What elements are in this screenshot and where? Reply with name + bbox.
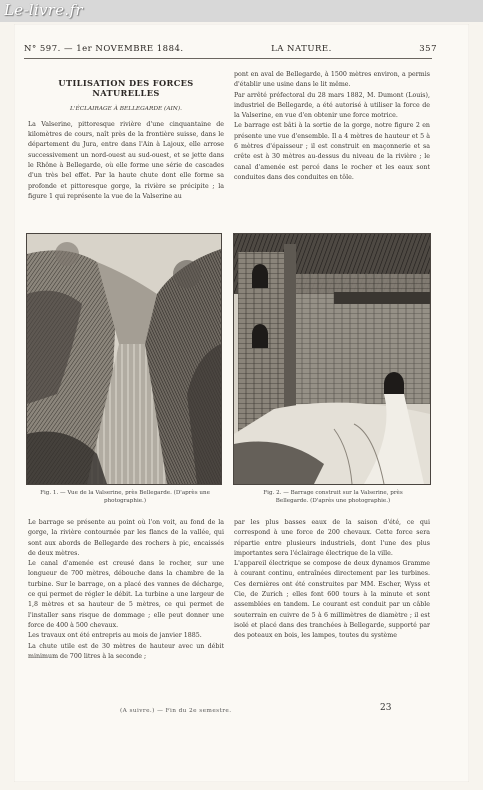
- paragraph: La Valserine, pittoresque rivière d'une cinquantaine de kilomètres de cours, naît près de la frontière suisse, dans le département du Jura, entre dans l'Ain à Lajoux, elle arrose successivement un nord-ouest au sud-ouest, et se jette dans le Rhône à Bellegarde, où elle forme une série de cascades d'un très bel effet. Par la haute chute dont elle forme sa profonde et pittoresque gorge, la rivière se précipite ; la figure 1 qui représente la vue de la Valserine au: [28, 120, 224, 200]
- footer-note: (A suivre.) — Fin du 2e semestre.: [120, 708, 232, 714]
- column-right-bottom: [234, 518, 430, 700]
- running-header: [24, 44, 437, 54]
- paragraph: La chute utile est de 30 mètres de hauteur avec un débit minimum de 700 litres à la seconde ;: [28, 642, 224, 660]
- paragraph: L'appareil électrique se compose de deux dynamos Gramme à courant continu, entraînées directement par les turbines. Ces dernières ont été construites par MM. Escher, Wyss et Cie, de Zurich ; elles font 600 tours à la minute et sont assemblées en tandem. Le courant est conduit par un câble souterrain en cuivre de 5 à 6 millimètres de diamètre ; il est isolé et placé dans des tranchées à Bellegarde, supporté par des poteaux en bois, les lampes, toutes du système: [234, 560, 430, 640]
- article-subtitle: L'ÉCLAIRAGE À BELLEGARDE (AIN).: [70, 105, 182, 112]
- paragraph: par les plus basses eaux de la saison d'été, ce qui correspond à une force de 200 chevaux. Cette force sera répartie entre plusieurs industriels, dont l'une des plus importantes sera l'éclairage électrique de la ville.: [234, 519, 430, 557]
- paragraph: Le barrage est bâti à la sortie de la gorge, notre figure 2 en présente une vue d'ensemble. Il a 4 mètres de hauteur et 5 à 6 mètres d'épaisseur ; il est construit en maçonnerie et sa crête est à 30 mètres au-dessus du niveau de la rivière ; le canal d'amenée est percé dans le rocher et les eaux sont conduites dans des conduites en tôle.: [234, 122, 430, 181]
- page-number: 357: [419, 44, 437, 54]
- paragraph: Le barrage se présente au point où l'on voit, au fond de la gorge, la rivière contournée par les flancs de la vallée, qui sont aux abords de Bellegarde des rochers à pic, encaissés de deux mètres.: [28, 519, 224, 557]
- column-right-top: [234, 70, 430, 222]
- column-left-bottom: [28, 518, 224, 703]
- journal-name: LA NATURE.: [271, 44, 332, 54]
- header-rule: [24, 58, 432, 59]
- figure-1-gorge-engraving: [26, 233, 222, 485]
- gorge-illustration: [27, 234, 221, 484]
- paragraph: Par arrêté préfectoral du 28 mars 1882, M. Dumont (Louis), industriel de Bellegarde, a été autorisé à utiliser la force de la Valserine, en vue d'en obtenir une force motrice.: [234, 91, 430, 120]
- paragraph: Le canal d'amenée est creusé dans le rocher, sur une longueur de 700 mètres, débouche dans la chambre de la turbine. Sur le barrage, on a placé des vannes de décharge, ce qui permet de régler le débit. La turbine a une largeur de 1,8 mètres et sa hauteur de 5 mètres, ce qui permet de l'installer sans risque de dommage ; elle peut donner une force de 400 à 500 chevaux.: [28, 560, 224, 629]
- column-left-top: [28, 78, 224, 228]
- article-title: UTILISATION DES FORCES NATURELLES: [58, 78, 194, 99]
- figure-2-dam-engraving: [233, 233, 431, 485]
- figure-2-caption: Fig. 2. — Barrage construit sur la Valserine, près Bellegarde. (D'après une photographie.): [263, 490, 403, 504]
- paragraph: Les travaux ont été entrepris au mois de janvier 1885.: [28, 632, 202, 640]
- top-banner: [0, 0, 483, 22]
- figure-1-caption: Fig. 1. — Vue de la Valserine, près Bellegarde. (D'après une photographie.): [40, 490, 210, 504]
- site-logo: Le-livre.fr: [4, 1, 83, 19]
- paragraph: pont en aval de Bellegarde, à 1500 mètres environ, a permis d'établir une usine dans le lit même.: [234, 71, 430, 89]
- dam-illustration: [234, 234, 430, 484]
- issue-number: N° 597. — 1er NOVEMBRE 1884.: [24, 44, 184, 54]
- signature-number: 23: [380, 703, 392, 713]
